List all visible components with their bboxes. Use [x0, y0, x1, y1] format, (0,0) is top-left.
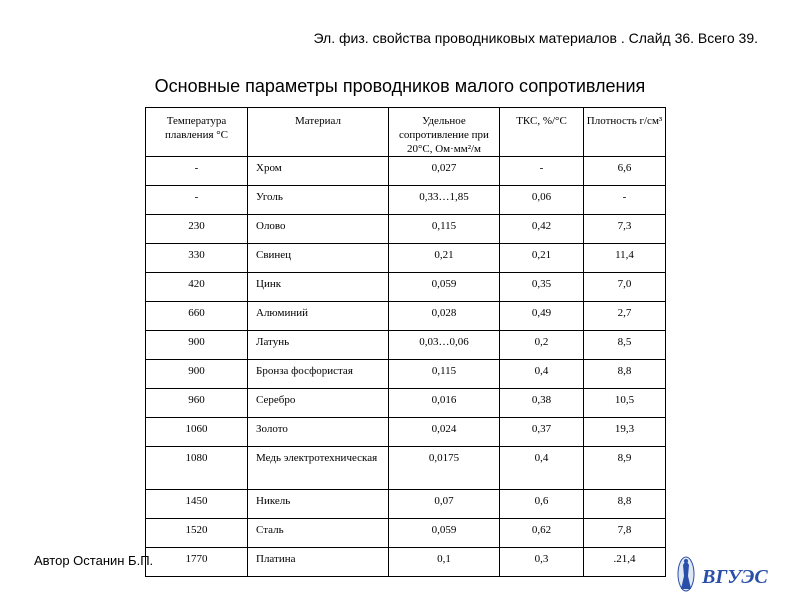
cell-tcr: 0,49: [500, 302, 584, 331]
cell-tcr: 0,4: [500, 360, 584, 389]
header-melting-temp: Температура плавления °С: [146, 108, 248, 157]
cell-material: Сталь: [248, 519, 389, 548]
cell-density: 2,7: [584, 302, 666, 331]
cell-material: Уголь: [248, 186, 389, 215]
header-tcr: ТКС, %/°С: [500, 108, 584, 157]
cell-resistivity: 0,03…0,06: [389, 331, 500, 360]
cell-tcr: 0,06: [500, 186, 584, 215]
cell-density: 7,0: [584, 273, 666, 302]
cell-melting-temp: 900: [146, 331, 248, 360]
cell-tcr: 0,38: [500, 389, 584, 418]
cell-material: Хром: [248, 157, 389, 186]
cell-melting-temp: 230: [146, 215, 248, 244]
author-credit: Автор Останин Б.П.: [34, 553, 154, 568]
cell-material: Олово: [248, 215, 389, 244]
cell-density: 7,8: [584, 519, 666, 548]
table-row: [146, 548, 666, 577]
cell-resistivity: 0,21: [389, 244, 500, 273]
cell-density: 6,6: [584, 157, 666, 186]
cell-density: 10,5: [584, 389, 666, 418]
cell-material: Золото: [248, 418, 389, 447]
cell-density: 11,4: [584, 244, 666, 273]
page-title: Основные параметры проводников малого сопротивления: [154, 76, 646, 96]
cell-resistivity: 0,016: [389, 389, 500, 418]
cell-resistivity: 0,024: [389, 418, 500, 447]
cell-resistivity: 0,0175: [389, 447, 500, 490]
cell-melting-temp: 1060: [146, 418, 248, 447]
cell-resistivity: 0,059: [389, 519, 500, 548]
cell-resistivity: 0,33…1,85: [389, 186, 500, 215]
cell-melting-temp: 1770: [146, 548, 248, 577]
cell-material: Платина: [248, 548, 389, 577]
cell-melting-temp: 660: [146, 302, 248, 331]
cell-material: Бронза фосфористая: [248, 360, 389, 389]
table-row: [146, 389, 666, 418]
logo-text: ВГУЭС: [702, 566, 768, 588]
cell-melting-temp: 330: [146, 244, 248, 273]
table-row: [146, 273, 666, 302]
header-density: Плотность г/см³: [584, 108, 666, 157]
cell-melting-temp: -: [146, 186, 248, 215]
cell-material: Свинец: [248, 244, 389, 273]
cell-tcr: -: [500, 157, 584, 186]
cell-melting-temp: 1450: [146, 490, 248, 519]
cell-density: -: [584, 186, 666, 215]
cell-resistivity: 0,115: [389, 215, 500, 244]
cell-melting-temp: -: [146, 157, 248, 186]
cell-density: 19,3: [584, 418, 666, 447]
cell-tcr: 0,3: [500, 548, 584, 577]
cell-material: Медь электротехническая: [248, 447, 389, 490]
cell-resistivity: 0,115: [389, 360, 500, 389]
cell-tcr: 0,6: [500, 490, 584, 519]
cell-melting-temp: 960: [146, 389, 248, 418]
cell-tcr: 0,35: [500, 273, 584, 302]
cell-tcr: 0,42: [500, 215, 584, 244]
slide-header: Эл. физ. свойства проводниковых материалов . Слайд 36. Всего 39.: [313, 30, 758, 46]
cell-density: 7,3: [584, 215, 666, 244]
cell-resistivity: 0,059: [389, 273, 500, 302]
cell-density: 8,9: [584, 447, 666, 490]
cell-material: Алюминий: [248, 302, 389, 331]
cell-material: Латунь: [248, 331, 389, 360]
table-row: [146, 302, 666, 331]
cell-density: .21,4: [584, 548, 666, 577]
statue-icon: [678, 557, 694, 591]
cell-tcr: 0,62: [500, 519, 584, 548]
parameters-table: [145, 107, 666, 577]
table-row: [146, 331, 666, 360]
cell-tcr: 0,2: [500, 331, 584, 360]
cell-tcr: 0,21: [500, 244, 584, 273]
university-logo: [676, 556, 776, 592]
table-row: [146, 490, 666, 519]
table-row: [146, 157, 666, 186]
table-row: [146, 447, 666, 490]
cell-tcr: 0,4: [500, 447, 584, 490]
cell-material: Серебро: [248, 389, 389, 418]
cell-material: Цинк: [248, 273, 389, 302]
table-row: [146, 519, 666, 548]
table-row: [146, 418, 666, 447]
cell-density: 8,5: [584, 331, 666, 360]
parameters-table-container: [145, 107, 666, 577]
table-row: [146, 186, 666, 215]
table-row: [146, 244, 666, 273]
cell-melting-temp: 900: [146, 360, 248, 389]
cell-melting-temp: 1520: [146, 519, 248, 548]
table-row: [146, 215, 666, 244]
cell-tcr: 0,37: [500, 418, 584, 447]
table-row: [146, 360, 666, 389]
cell-resistivity: 0,1: [389, 548, 500, 577]
header-material: Материал: [248, 108, 389, 157]
cell-melting-temp: 420: [146, 273, 248, 302]
cell-melting-temp: 1080: [146, 447, 248, 490]
header-resistivity: Удельное сопротивление при 20°С, Ом·мм²/м: [389, 108, 500, 157]
cell-density: 8,8: [584, 490, 666, 519]
table-header-row: [146, 108, 666, 157]
cell-material: Никель: [248, 490, 389, 519]
cell-resistivity: 0,07: [389, 490, 500, 519]
cell-resistivity: 0,028: [389, 302, 500, 331]
cell-resistivity: 0,027: [389, 157, 500, 186]
cell-density: 8,8: [584, 360, 666, 389]
